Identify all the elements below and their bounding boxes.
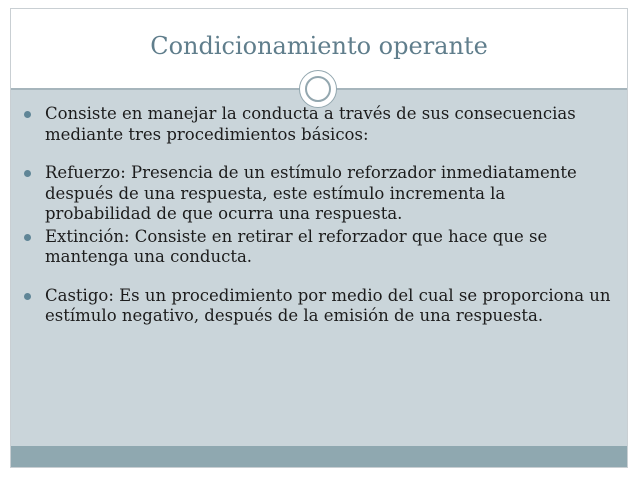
- divider-circle-inner: [305, 76, 331, 102]
- bullet-item-definition: [22, 104, 614, 145]
- bullet-list: [22, 104, 614, 327]
- bullet-item-extincion: [22, 227, 614, 268]
- bullet-text: Refuerzo: Presencia de un estímulo reforzador inmediatamente después de una respuesta, este estímulo incrementa la probabilidad de que ocurra una respuesta.: [45, 163, 577, 223]
- bottom-accent-bar: [11, 446, 627, 467]
- divider-circle-ornament: [299, 70, 337, 108]
- bullet-dot-icon: [24, 170, 31, 177]
- bullet-text: Extinción: Consiste en retirar el reforzador que hace que se mantenga una conducta.: [45, 226, 548, 266]
- bullet-text: Consiste en manejar la conducta a través de sus consecuencias mediante tres procedimientos básicos:: [45, 104, 576, 144]
- bullet-item-refuerzo: [22, 163, 614, 225]
- bullet-text: Castigo: Es un procedimiento por medio del cual se proporciona un estímulo negativo, después de la emisión de una respuesta.: [45, 285, 611, 325]
- slide-title: Condicionamiento operante: [150, 32, 488, 60]
- bullet-dot-icon: [24, 234, 31, 241]
- bullet-dot-icon: [24, 293, 31, 300]
- bullet-dot-icon: [24, 111, 31, 118]
- bullet-item-castigo: [22, 286, 614, 327]
